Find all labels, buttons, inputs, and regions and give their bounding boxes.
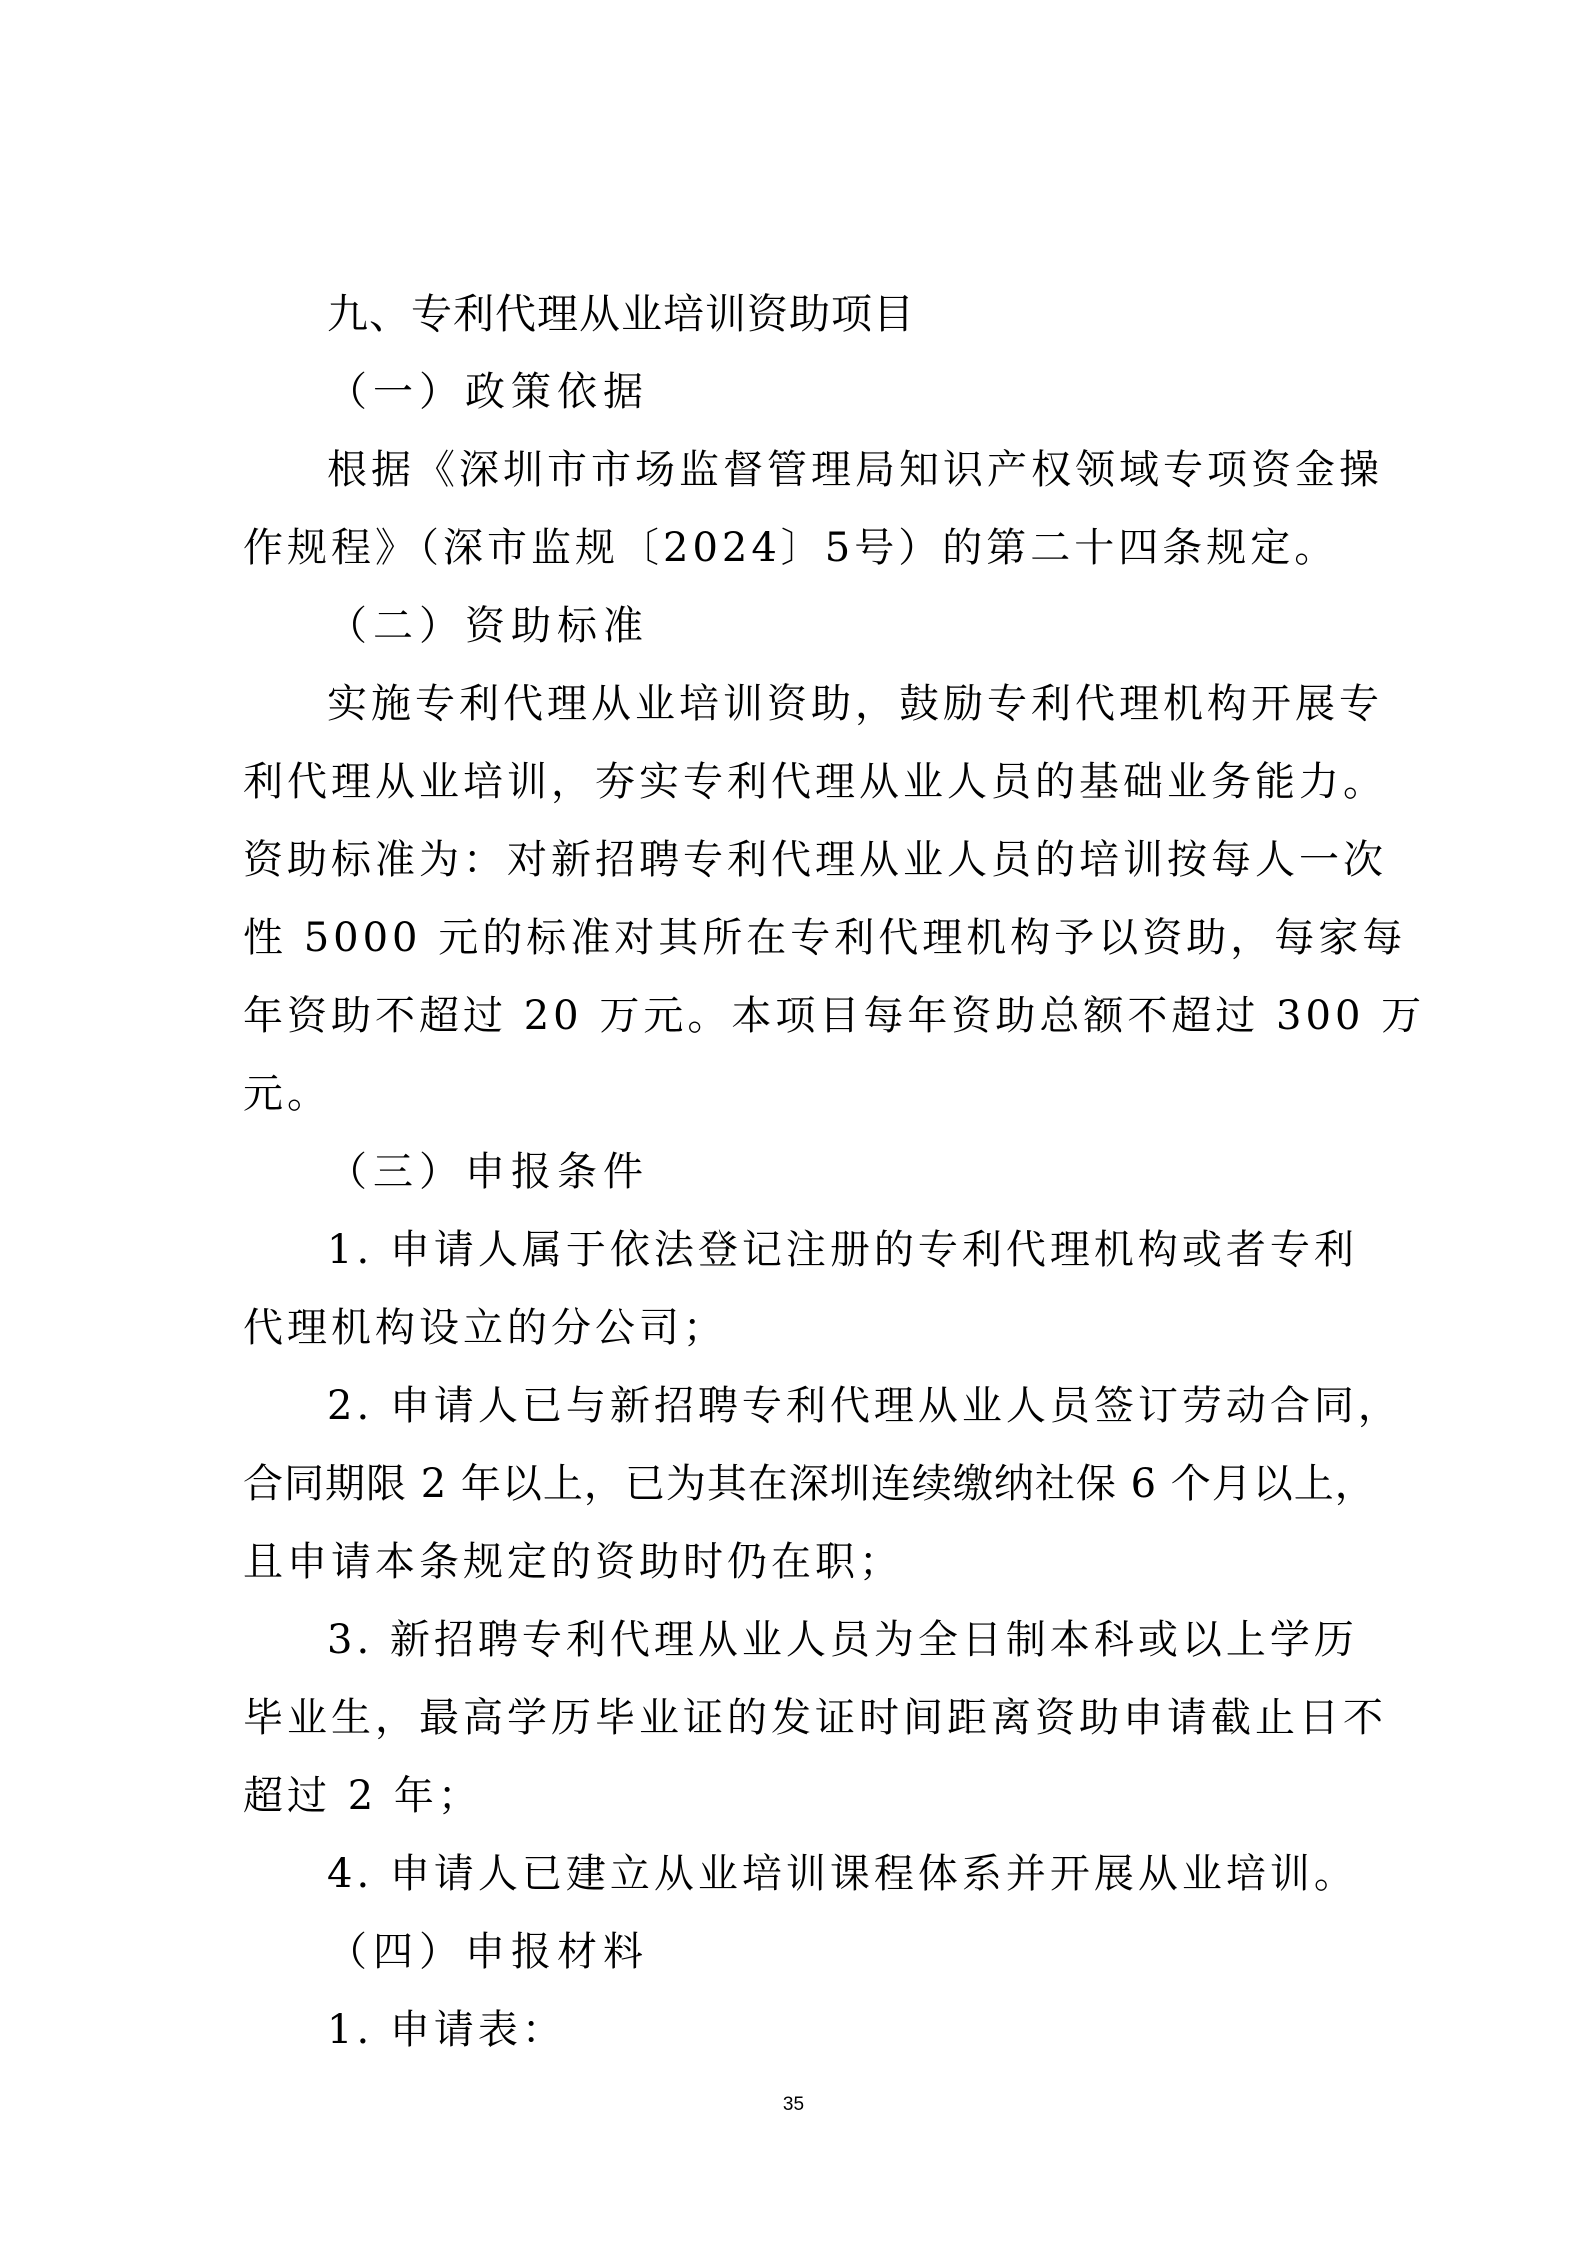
- paragraph-line: 实施专利代理从业培训资助，鼓励专利代理机构开展专: [327, 681, 1383, 727]
- list-item-line: 4. 申请人已建立从业培训课程体系并开展从业培训。: [327, 1851, 1358, 1897]
- paragraph-line: 性 5000 元的标准对其所在专利代理机构予以资助，每家每: [243, 915, 1407, 961]
- list-item-line: 3. 新招聘专利代理从业人员为全日制本科或以上学历: [327, 1617, 1358, 1663]
- subsection-heading-funding-standard: （二）资助标准: [327, 603, 649, 649]
- paragraph-line: 根据《深圳市市场监督管理局知识产权领域专项资金操: [327, 447, 1383, 493]
- section-title: 九、专利代理从业培训资助项目: [327, 290, 915, 338]
- list-item-line: 1. 申请表：: [327, 2007, 566, 2053]
- paragraph-line: 年资助不超过 20 万元。本项目每年资助总额不超过 300 万: [243, 993, 1426, 1039]
- list-item-line: 毕业生，最高学历毕业证的发证时间距离资助申请截止日不: [243, 1695, 1387, 1741]
- subsection-heading-application-materials: （四）申报材料: [327, 1929, 649, 1975]
- paragraph-line: 资助标准为：对新招聘专利代理从业人员的培训按每人一次: [243, 837, 1387, 883]
- paragraph-line: 利代理从业培训，夯实专利代理从业人员的基础业务能力。: [243, 759, 1387, 805]
- subsection-heading-policy-basis: （一）政策依据: [327, 369, 649, 415]
- list-item-line: 2. 申请人已与新招聘专利代理从业人员签订劳动合同，: [327, 1383, 1402, 1429]
- subsection-heading-application-conditions: （三）申报条件: [327, 1149, 649, 1195]
- paragraph-line: 作规程》（深市监规〔2024〕5号）的第二十四条规定。: [243, 525, 1339, 571]
- list-item-line: 1. 申请人属于依法登记注册的专利代理机构或者专利: [327, 1227, 1358, 1273]
- page-number: 35: [782, 2094, 805, 2115]
- paragraph-line: 元。: [243, 1071, 331, 1117]
- list-item-line: 超过 2 年；: [243, 1773, 482, 1819]
- list-item-line: 且申请本条规定的资助时仍在职；: [243, 1539, 903, 1585]
- list-item-line: 合同期限 2 年以上，已为其在深圳连续缴纳社保 6 个月以上，: [243, 1461, 1376, 1507]
- list-item-line: 代理机构设立的分公司；: [243, 1305, 727, 1351]
